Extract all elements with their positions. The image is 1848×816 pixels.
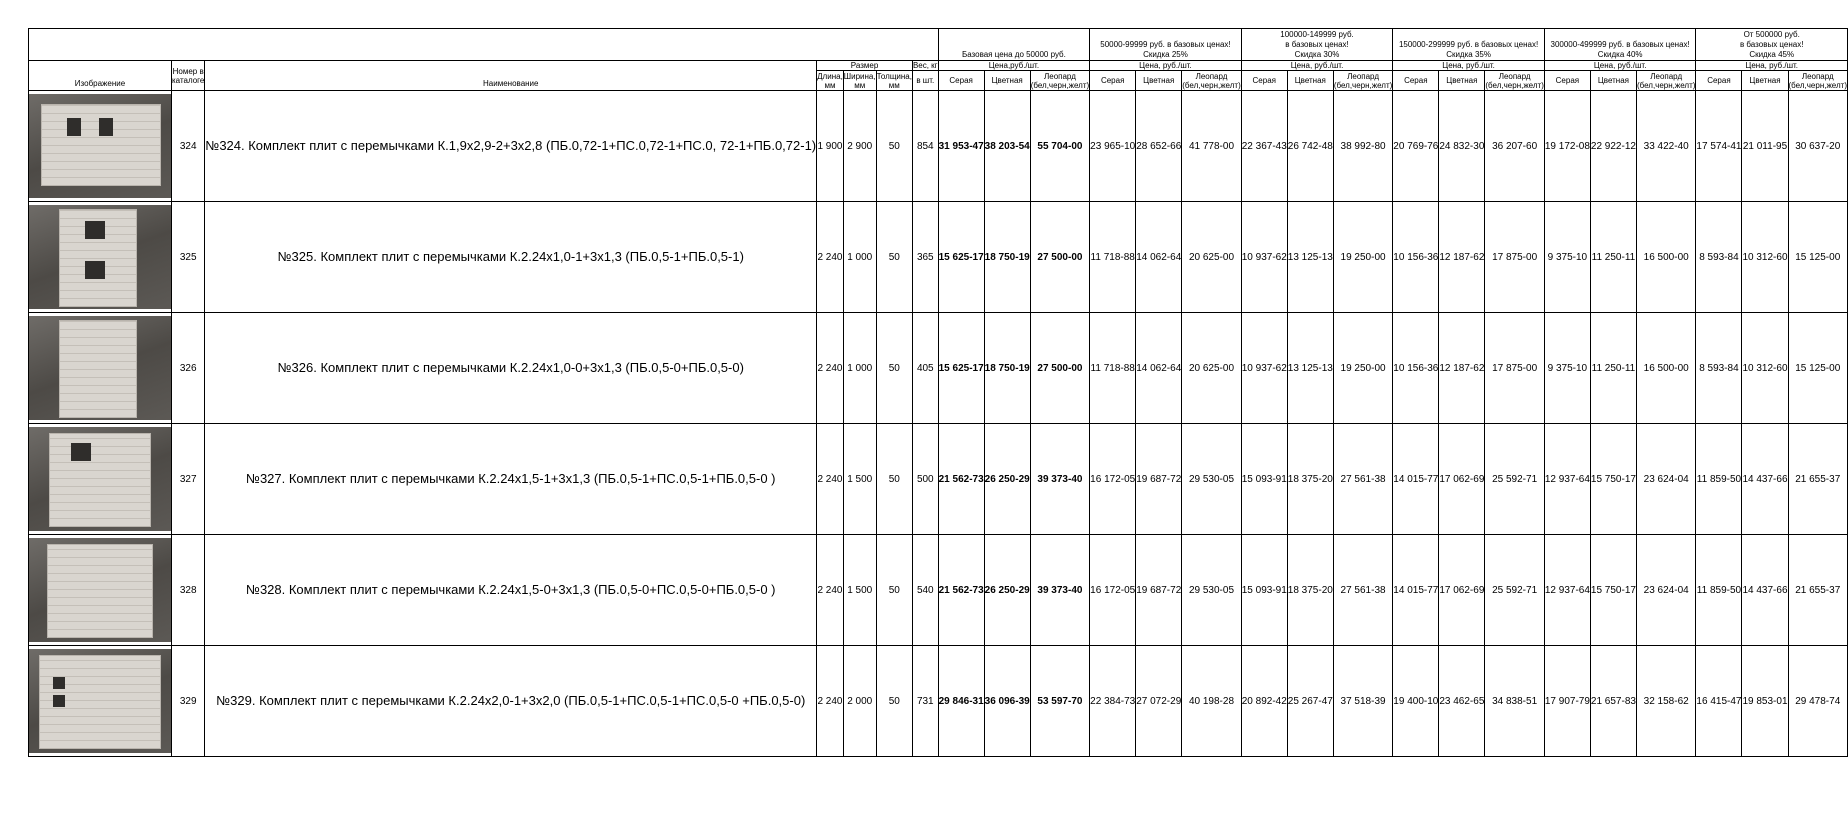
product-name: №326. Комплект плит с перемычками К.2.24х1,0-0+3х1,3 (ПБ.0,5-0+ПБ.0,5-0) [205, 313, 817, 424]
header-name: Наименование [205, 61, 817, 91]
price-cell: 39 373-40 [1030, 535, 1089, 646]
header-image: Изображение [29, 61, 172, 91]
price-cell: 32 158-62 [1636, 646, 1695, 757]
group-title: 300000-499999 руб. в базовых ценах! Скидка 40% [1550, 40, 1690, 59]
header-color-grey: Серая [1696, 71, 1742, 91]
header-color-colored: Цветная [1590, 71, 1636, 91]
price-cell: 8 593-84 [1696, 202, 1742, 313]
header-color-leopard: Леопард (бел,черн,желт) [1030, 71, 1090, 90]
price-cell: 21 011-95 [1742, 91, 1788, 202]
catalog-number: 327 [172, 424, 205, 535]
price-cell: 19 853-01 [1742, 646, 1788, 757]
price-cell: 23 965-10 [1090, 91, 1136, 202]
header-group-35 [1393, 29, 1545, 61]
price-cell: 11 250-11 [1590, 313, 1636, 424]
group-title: 150000-299999 руб. в базовых ценах! Скидка 35% [1398, 40, 1539, 59]
catalog-number: 326 [172, 313, 205, 424]
price-cell: 18 375-20 [1287, 424, 1333, 535]
price-cell: 40 198-28 [1182, 646, 1241, 757]
price-cell: 13 125-13 [1287, 202, 1333, 313]
weight-cell: 731 [912, 646, 938, 757]
price-cell: 34 838-51 [1485, 646, 1544, 757]
product-photo [29, 316, 171, 420]
header-group-25 [1090, 29, 1242, 61]
price-cell: 14 015-77 [1393, 535, 1439, 646]
price-cell: 12 187-62 [1439, 313, 1485, 424]
header-group-45 [1696, 29, 1848, 61]
table-row [29, 424, 1848, 535]
header-color-grey: Серая [1393, 71, 1439, 91]
price-cell: 29 530-05 [1182, 424, 1241, 535]
price-cell: 15 750-17 [1590, 424, 1636, 535]
price-cell: 14 062-64 [1136, 313, 1182, 424]
price-cell: 16 415-47 [1696, 646, 1742, 757]
product-photo [29, 649, 171, 753]
header-color-colored: Цветная [984, 71, 1030, 91]
price-cell: 55 704-00 [1030, 91, 1089, 202]
price-cell: 11 718-88 [1090, 313, 1136, 424]
header-color-colored: Цветная [1439, 71, 1485, 91]
image-cell [29, 91, 172, 202]
price-cell: 10 937-62 [1241, 202, 1287, 313]
weight-cell: 854 [912, 91, 938, 202]
weight-cell: 500 [912, 424, 938, 535]
price-cell: 29 478-74 [1788, 646, 1847, 757]
price-cell: 10 312-60 [1742, 202, 1788, 313]
product-name: №325. Комплект плит с перемычками К.2.24х1,0-1+3х1,3 (ПБ.0,5-1+ПБ.0,5-1) [205, 202, 817, 313]
header-color-leopard: Леопард (бел,черн,желт) [1788, 71, 1847, 90]
length-cell: 1 900 [817, 91, 844, 202]
width-cell: 1 500 [843, 424, 876, 535]
product-name: №328. Комплект плит с перемычками К.2.24х1,5-0+3х1,3 (ПБ.0,5-0+ПС.0,5-0+ПБ.0,5-0 ) [205, 535, 817, 646]
table-row [29, 202, 1848, 313]
width-cell: 1 000 [843, 202, 876, 313]
product-name: №327. Комплект плит с перемычками К.2.24х1,5-1+3х1,3 (ПБ.0,5-1+ПС.0,5-1+ПБ.0,5-0 ) [205, 424, 817, 535]
price-cell: 14 015-77 [1393, 424, 1439, 535]
price-cell: 11 859-50 [1696, 424, 1742, 535]
price-cell: 10 156-36 [1393, 202, 1439, 313]
price-cell: 22 384-73 [1090, 646, 1136, 757]
product-photo [29, 94, 171, 198]
price-cell: 19 172-08 [1544, 91, 1590, 202]
header-color-leopard: Леопард (бел,черн,желт) [1636, 71, 1696, 90]
header-catalog: Номер в каталоге [172, 61, 205, 91]
price-cell: 33 422-40 [1636, 91, 1695, 202]
price-cell: 38 203-54 [984, 91, 1030, 202]
price-cell: 18 375-20 [1287, 535, 1333, 646]
product-photo [29, 427, 171, 531]
width-cell: 2 900 [843, 91, 876, 202]
header-thickness: Толщина, мм [876, 71, 912, 90]
price-cell: 12 937-64 [1544, 535, 1590, 646]
price-cell: 26 250-29 [984, 424, 1030, 535]
price-cell: 14 437-66 [1742, 535, 1788, 646]
price-cell: 41 778-00 [1182, 91, 1241, 202]
length-cell: 2 240 [817, 424, 844, 535]
price-cell: 21 655-37 [1788, 424, 1847, 535]
table-row [29, 535, 1848, 646]
header-color-leopard: Леопард (бел,черн,желт) [1485, 71, 1544, 90]
header-unit-3: Цена, руб./шт. [1393, 61, 1545, 71]
header-group-base: Базовая цена до 50000 руб. [938, 29, 1090, 61]
price-cell: 25 592-71 [1485, 535, 1544, 646]
price-cell: 37 518-39 [1333, 646, 1392, 757]
price-cell: 13 125-13 [1287, 313, 1333, 424]
price-cell: 21 655-37 [1788, 535, 1847, 646]
weight-cell: 365 [912, 202, 938, 313]
thickness-cell: 50 [876, 646, 912, 757]
width-cell: 1 000 [843, 313, 876, 424]
weight-cell: 540 [912, 535, 938, 646]
header-color-grey: Серая [938, 71, 984, 91]
length-cell: 2 240 [817, 646, 844, 757]
price-cell: 15 625-17 [938, 313, 984, 424]
price-cell: 23 462-65 [1439, 646, 1485, 757]
price-cell: 23 624-04 [1636, 535, 1695, 646]
price-cell: 27 561-38 [1333, 535, 1392, 646]
header-color-leopard: Леопард (бел,черн,желт) [1182, 71, 1241, 90]
price-cell: 18 750-19 [984, 313, 1030, 424]
price-cell: 9 375-10 [1544, 202, 1590, 313]
header-group-30 [1241, 29, 1393, 61]
header-color-grey: Серая [1090, 71, 1136, 91]
price-cell: 12 187-62 [1439, 202, 1485, 313]
price-cell: 14 437-66 [1742, 424, 1788, 535]
catalog-number: 329 [172, 646, 205, 757]
image-cell [29, 202, 172, 313]
header-color-grey: Серая [1241, 71, 1287, 91]
price-cell: 36 096-39 [984, 646, 1030, 757]
price-cell: 15 093-91 [1241, 535, 1287, 646]
price-cell: 16 500-00 [1636, 313, 1695, 424]
price-cell: 28 652-66 [1136, 91, 1182, 202]
price-cell: 21 562-73 [938, 535, 984, 646]
catalog-number: 328 [172, 535, 205, 646]
length-cell: 2 240 [817, 313, 844, 424]
width-cell: 1 500 [843, 535, 876, 646]
table-row [29, 313, 1848, 424]
price-cell: 53 597-70 [1030, 646, 1089, 757]
price-cell: 15 125-00 [1788, 202, 1847, 313]
table-row [29, 91, 1848, 202]
header-length: Длина, мм [817, 71, 843, 90]
price-cell: 23 624-04 [1636, 424, 1695, 535]
price-cell: 10 156-36 [1393, 313, 1439, 424]
header-size: Размер [817, 61, 913, 71]
weight-cell: 405 [912, 313, 938, 424]
price-cell: 17 875-00 [1485, 313, 1544, 424]
header-unit-2: Цена, руб./шт. [1241, 61, 1393, 71]
header-color-colored: Цветная [1136, 71, 1182, 91]
header-group-40 [1544, 29, 1696, 61]
price-cell: 26 250-29 [984, 535, 1030, 646]
price-cell: 27 561-38 [1333, 424, 1392, 535]
header-unit-4: Цена, руб./шт. [1544, 61, 1696, 71]
price-cell: 29 530-05 [1182, 535, 1241, 646]
thickness-cell: 50 [876, 91, 912, 202]
price-cell: 15 093-91 [1241, 424, 1287, 535]
price-cell: 30 637-20 [1788, 91, 1847, 202]
price-cell: 22 367-43 [1241, 91, 1287, 202]
price-cell: 27 500-00 [1030, 313, 1089, 424]
image-cell [29, 313, 172, 424]
price-cell: 18 750-19 [984, 202, 1030, 313]
price-cell: 10 937-62 [1241, 313, 1287, 424]
header-width: Ширина, мм [843, 71, 876, 90]
price-cell: 16 172-05 [1090, 535, 1136, 646]
price-cell: 20 625-00 [1182, 202, 1241, 313]
header-row-units [29, 61, 1848, 71]
header-color-grey: Серая [1544, 71, 1590, 91]
price-cell: 17 062-69 [1439, 424, 1485, 535]
price-cell: 19 250-00 [1333, 313, 1392, 424]
price-cell: 16 500-00 [1636, 202, 1695, 313]
price-cell: 39 373-40 [1030, 424, 1089, 535]
price-cell: 16 172-05 [1090, 424, 1136, 535]
length-cell: 2 240 [817, 202, 844, 313]
price-cell: 19 250-00 [1333, 202, 1392, 313]
price-cell: 24 832-30 [1439, 91, 1485, 202]
header-color-leopard: Леопард (бел,черн,желт) [1333, 71, 1393, 90]
price-cell: 20 892-42 [1241, 646, 1287, 757]
price-cell: 20 625-00 [1182, 313, 1241, 424]
product-photo [29, 205, 171, 309]
product-name: №324. Комплект плит с перемычками К.1,9х2,9-2+3х2,8 (ПБ.0,72-1+ПС.0,72-1+ПС.0, 72-1+ПБ.0,72-1) [205, 91, 817, 202]
image-cell [29, 424, 172, 535]
width-cell: 2 000 [843, 646, 876, 757]
header-color-colored: Цветная [1287, 71, 1333, 91]
price-cell: 26 742-48 [1287, 91, 1333, 202]
header-blank [29, 29, 939, 61]
header-color-colored: Цветная [1742, 71, 1788, 91]
price-cell: 25 592-71 [1485, 424, 1544, 535]
group-title: 50000-99999 руб. в базовых ценах! Скидка 25% [1100, 40, 1231, 59]
header-unit-1: Цена, руб./шт. [1090, 61, 1242, 71]
price-cell: 17 875-00 [1485, 202, 1544, 313]
price-cell: 8 593-84 [1696, 313, 1742, 424]
table-row [29, 646, 1848, 757]
price-cell: 27 072-29 [1136, 646, 1182, 757]
price-cell: 17 907-79 [1544, 646, 1590, 757]
length-cell: 2 240 [817, 535, 844, 646]
header-unit-0: Цена,руб./шт. [938, 61, 1090, 71]
price-cell: 17 062-69 [1439, 535, 1485, 646]
price-cell: 12 937-64 [1544, 424, 1590, 535]
price-cell: 11 250-11 [1590, 202, 1636, 313]
price-cell: 11 718-88 [1090, 202, 1136, 313]
price-cell: 21 562-73 [938, 424, 984, 535]
thickness-cell: 50 [876, 535, 912, 646]
price-cell: 29 846-31 [938, 646, 984, 757]
image-cell [29, 646, 172, 757]
header-weight-unit: в шт. [912, 71, 938, 91]
catalog-number: 324 [172, 91, 205, 202]
group-title: От 500000 руб. в базовых ценах! Скидка 45% [1739, 30, 1804, 59]
price-cell: 14 062-64 [1136, 202, 1182, 313]
product-name: №329. Комплект плит с перемычками К.2.24х2,0-1+3х2,0 (ПБ.0,5-1+ПС.0,5-1+ПС.0,5-0 +ПБ.0,5-0) [205, 646, 817, 757]
thickness-cell: 50 [876, 313, 912, 424]
header-row-groups [29, 29, 1848, 61]
price-cell: 21 657-83 [1590, 646, 1636, 757]
price-cell: 19 400-10 [1393, 646, 1439, 757]
price-cell: 19 687-72 [1136, 424, 1182, 535]
price-cell: 31 953-47 [938, 91, 984, 202]
price-cell: 20 769-76 [1393, 91, 1439, 202]
price-cell: 38 992-80 [1333, 91, 1392, 202]
catalog-number: 325 [172, 202, 205, 313]
price-cell: 15 625-17 [938, 202, 984, 313]
price-cell: 36 207-60 [1485, 91, 1544, 202]
price-cell: 22 922-12 [1590, 91, 1636, 202]
header-unit-5: Цена, руб./шт. [1696, 61, 1848, 71]
product-photo [29, 538, 171, 642]
price-cell: 15 750-17 [1590, 535, 1636, 646]
price-cell: 9 375-10 [1544, 313, 1590, 424]
price-cell: 11 859-50 [1696, 535, 1742, 646]
price-cell: 25 267-47 [1287, 646, 1333, 757]
thickness-cell: 50 [876, 424, 912, 535]
price-table [28, 28, 1848, 757]
group-title: 100000-149999 руб. в базовых ценах! Скидка 30% [1280, 30, 1354, 59]
price-cell: 15 125-00 [1788, 313, 1847, 424]
price-cell: 17 574-41 [1696, 91, 1742, 202]
image-cell [29, 535, 172, 646]
price-cell: 27 500-00 [1030, 202, 1089, 313]
thickness-cell: 50 [876, 202, 912, 313]
header-weight: Вес, кг [912, 61, 938, 70]
price-cell: 10 312-60 [1742, 313, 1788, 424]
price-cell: 19 687-72 [1136, 535, 1182, 646]
